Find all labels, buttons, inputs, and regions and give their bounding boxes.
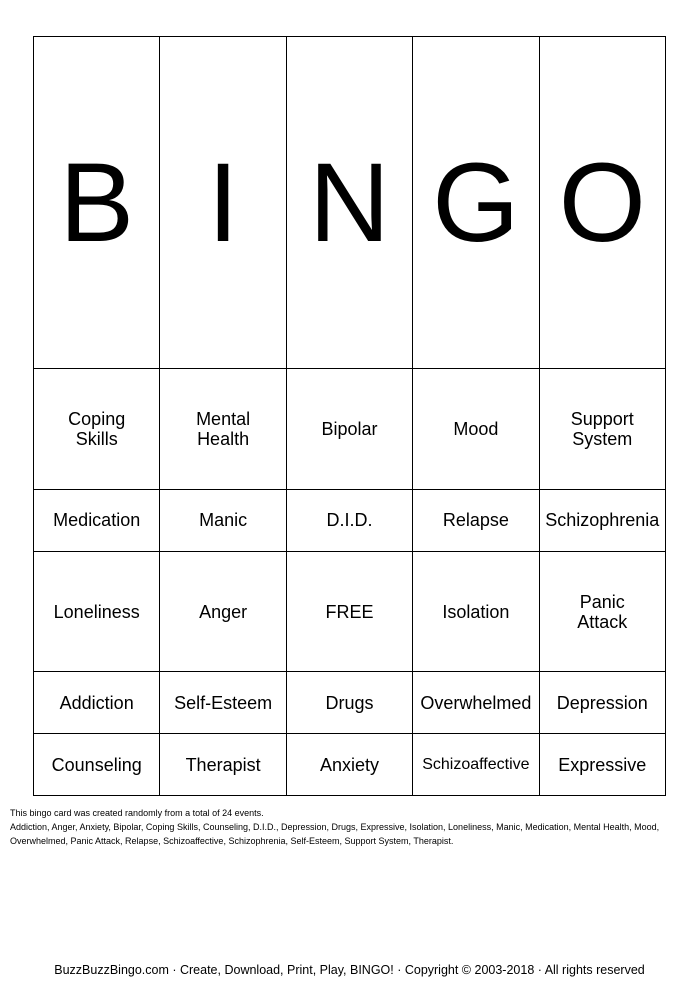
header-letter-b: B: [34, 37, 160, 369]
bingo-cell: Expressive: [539, 734, 665, 796]
bingo-cell: Schizoaffective: [413, 734, 539, 796]
bingo-cell: Addiction: [34, 672, 160, 734]
bingo-cell: Coping Skills: [34, 369, 160, 490]
bingo-cell: Mental Health: [160, 369, 286, 490]
bingo-cell: Panic Attack: [539, 551, 665, 672]
bingo-cell: Bipolar: [286, 369, 412, 490]
bingo-cell: Drugs: [286, 672, 412, 734]
card-note: [10, 806, 690, 848]
bingo-cell: Support System: [539, 369, 665, 490]
bingo-row: [34, 734, 666, 796]
bingo-cell: Loneliness: [34, 551, 160, 672]
bingo-row: [34, 490, 666, 552]
bingo-cell: D.I.D.: [286, 490, 412, 552]
bingo-cell: Self-Esteem: [160, 672, 286, 734]
bingo-cell: Mood: [413, 369, 539, 490]
bingo-cell: Relapse: [413, 490, 539, 552]
bingo-cell: Schizophrenia: [539, 490, 665, 552]
bingo-cell: Counseling: [34, 734, 160, 796]
note-event-list: Addiction, Anger, Anxiety, Bipolar, Coping Skills, Counseling, D.I.D., Depression, Drugs, Expressive, Isolation, Loneliness, Manic, Medication, Mental Health, Mood, Overwhelmed, Panic Attack, Relapse, Schizoaffective, Schizophrenia, Self-Esteem, Support System, Therapist.: [10, 822, 660, 846]
bingo-cell: Anxiety: [286, 734, 412, 796]
header-letter-g: G: [413, 37, 539, 369]
bingo-cell: Therapist: [160, 734, 286, 796]
header-row: [34, 37, 666, 369]
page-footer: BuzzBuzzBingo.com · Create, Download, Print, Play, BINGO! · Copyright © 2003-2018 · All rights reserved: [54, 963, 645, 977]
bingo-cell: Depression: [539, 672, 665, 734]
bingo-row: [34, 369, 666, 490]
header-letter-n: N: [286, 37, 412, 369]
header-letter-i: I: [160, 37, 286, 369]
bingo-cell: Manic: [160, 490, 286, 552]
bingo-row: [34, 672, 666, 734]
bingo-cell: Anger: [160, 551, 286, 672]
header-letter-o: O: [539, 37, 665, 369]
bingo-row: [34, 551, 666, 672]
free-space: FREE: [286, 551, 412, 672]
bingo-cell: Medication: [34, 490, 160, 552]
note-summary: This bingo card was created randomly from a total of 24 events.: [10, 808, 264, 818]
bingo-cell: Isolation: [413, 551, 539, 672]
bingo-card: [33, 36, 666, 796]
bingo-cell: Overwhelmed: [413, 672, 539, 734]
